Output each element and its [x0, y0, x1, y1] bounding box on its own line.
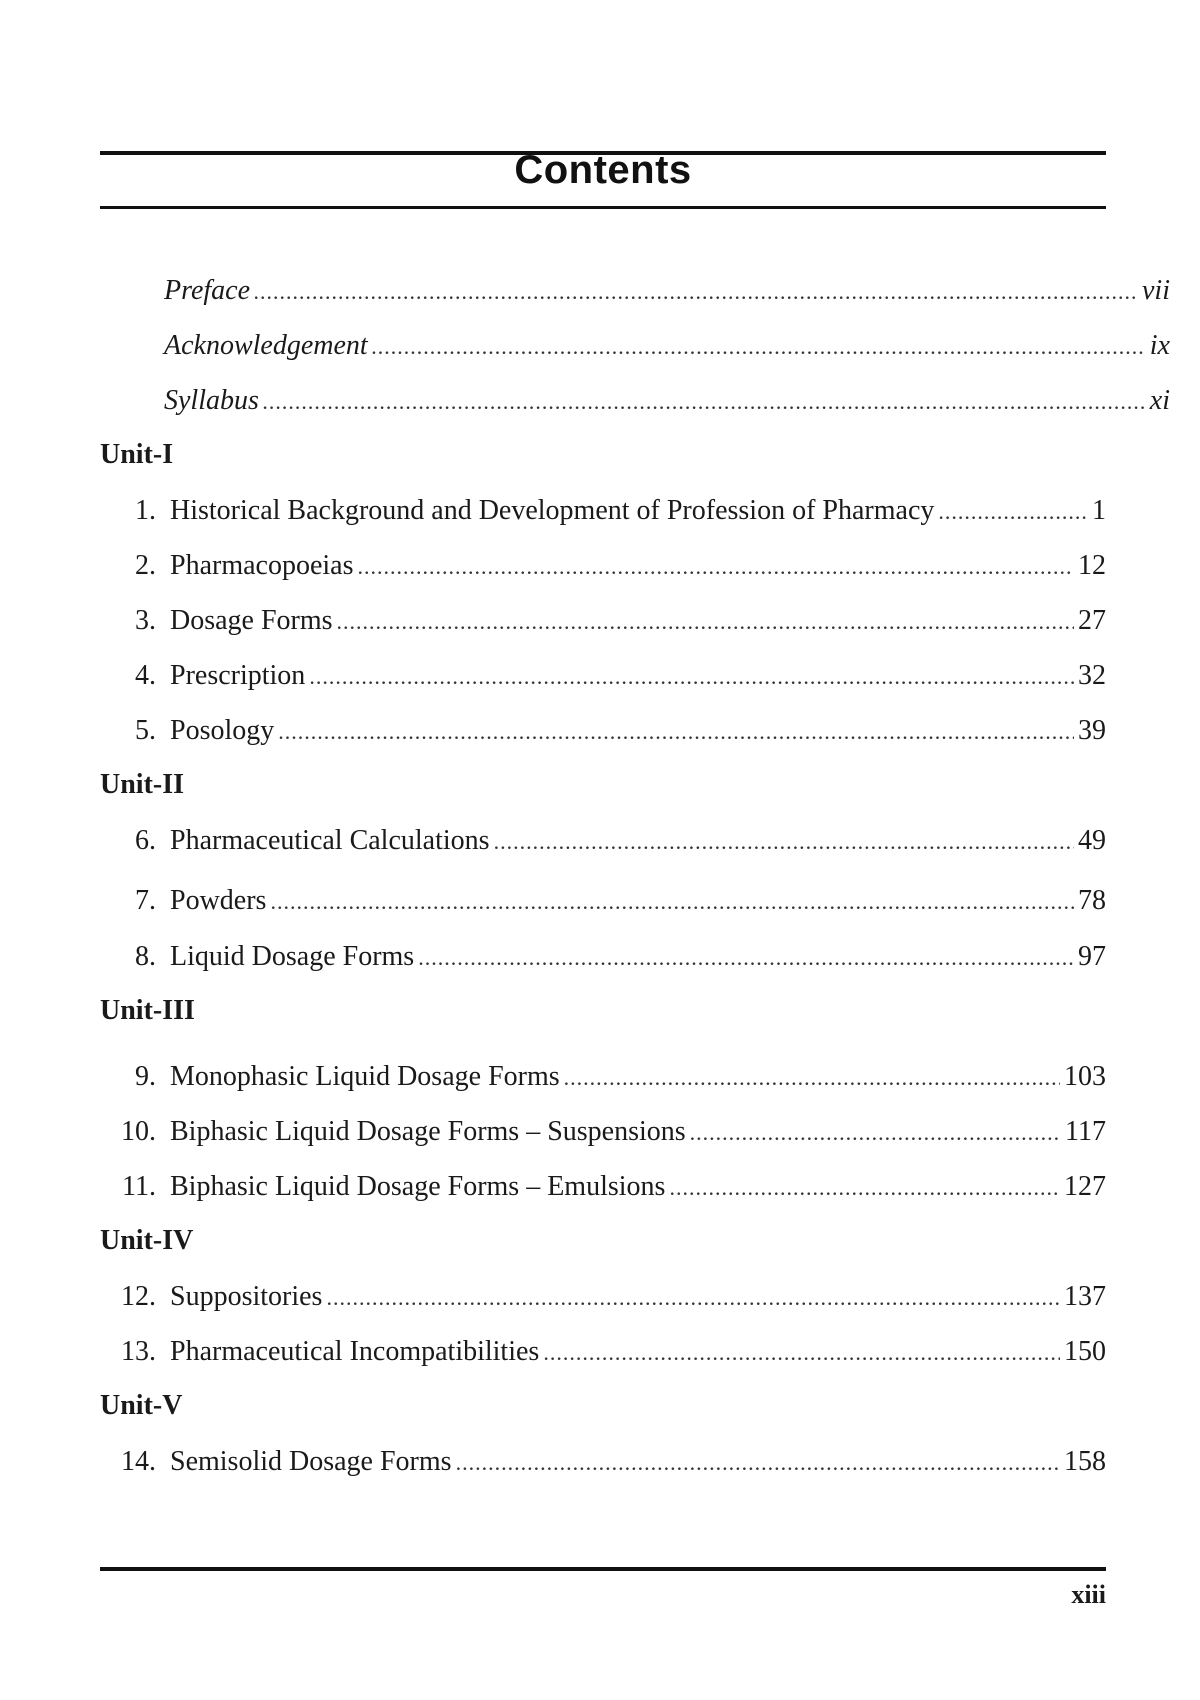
entry-title: Pharmacopoeias [170, 550, 354, 581]
toc-entry-acknowledgement[interactable] [100, 329, 1170, 364]
toc-entry-chapter[interactable] [100, 714, 1106, 749]
toc-entry-chapter[interactable] [100, 1335, 1106, 1370]
chapter-number: 12. [121, 1281, 156, 1312]
page-title: Contents [514, 148, 692, 192]
dot-leader [456, 1446, 1060, 1480]
chapter-number: 13. [121, 1336, 156, 1367]
entry-title: Syllabus [164, 385, 259, 416]
footer-rule [100, 1567, 1106, 1571]
entry-title: Suppositories [170, 1281, 323, 1312]
entry-page: 1 [1092, 495, 1106, 526]
toc-entry-chapter[interactable] [100, 1170, 1106, 1205]
toc-entry-syllabus[interactable] [100, 384, 1170, 419]
entry-title: Acknowledgement [164, 330, 368, 361]
unit-heading: Unit-I [100, 439, 174, 470]
entry-page: 12 [1078, 550, 1106, 581]
dot-leader [326, 1281, 1060, 1315]
dot-leader [543, 1336, 1060, 1370]
entry-title: Preface [164, 275, 251, 306]
toc-entry-chapter[interactable] [100, 1060, 1106, 1095]
toc-entry-preface[interactable] [100, 274, 1170, 309]
dot-leader [263, 385, 1146, 419]
dot-leader [564, 1061, 1060, 1095]
entry-title: Biphasic Liquid Dosage Forms – Suspensions [170, 1116, 686, 1147]
entry-page: xi [1149, 385, 1170, 416]
chapter-number: 10. [121, 1116, 156, 1147]
entry-page: 103 [1064, 1061, 1106, 1092]
dot-leader [690, 1116, 1061, 1150]
toc-entry-chapter[interactable] [100, 940, 1106, 975]
entry-page: 137 [1064, 1281, 1106, 1312]
entry-title: Prescription [170, 660, 306, 691]
chapter-number: 3. [135, 605, 156, 636]
toc-entry-chapter[interactable] [100, 824, 1106, 859]
toc-entry-chapter[interactable] [100, 494, 1106, 529]
chapter-number: 6. [135, 825, 156, 856]
chapter-number: 2. [135, 550, 156, 581]
entry-page: 150 [1064, 1336, 1106, 1367]
entry-page: 117 [1065, 1116, 1106, 1147]
chapter-number: 14. [121, 1446, 156, 1477]
toc-entry-chapter[interactable] [100, 549, 1106, 584]
entry-page: 97 [1078, 941, 1106, 972]
toc-entry-chapter[interactable] [100, 604, 1106, 639]
dot-leader [358, 550, 1075, 584]
dot-leader [270, 885, 1074, 919]
toc-entry-chapter[interactable] [100, 1445, 1106, 1480]
toc-entry-chapter[interactable] [100, 1280, 1106, 1315]
toc-entry-chapter[interactable] [100, 1115, 1106, 1150]
entry-title: Dosage Forms [170, 605, 333, 636]
toc-entry-chapter[interactable] [100, 659, 1106, 694]
entry-title: Semisolid Dosage Forms [170, 1446, 452, 1477]
contents-page [100, 0, 1170, 1700]
entry-page: 78 [1078, 885, 1106, 916]
title-underline [100, 206, 1106, 209]
unit-heading: Unit-III [100, 995, 195, 1026]
dot-leader [309, 660, 1074, 694]
toc-entry-chapter[interactable] [100, 884, 1106, 919]
entry-title: Liquid Dosage Forms [170, 941, 415, 972]
entry-title: Monophasic Liquid Dosage Forms [170, 1061, 560, 1092]
dot-leader [669, 1171, 1060, 1205]
unit-heading: Unit-V [100, 1390, 183, 1421]
entry-page: 39 [1078, 715, 1106, 746]
entry-title: Pharmaceutical Calculations [170, 825, 490, 856]
entry-page: 49 [1078, 825, 1106, 856]
entry-title: Powders [170, 885, 267, 916]
dot-leader [372, 330, 1146, 364]
entry-page: 158 [1064, 1446, 1106, 1477]
page-number: xiii [1071, 1580, 1106, 1609]
entry-page: ix [1149, 330, 1170, 361]
dot-leader [278, 715, 1074, 749]
dot-leader [254, 275, 1138, 309]
chapter-number: 11. [122, 1171, 156, 1202]
entry-title: Biphasic Liquid Dosage Forms – Emulsions [170, 1171, 666, 1202]
chapter-number: 1. [135, 495, 156, 526]
chapter-number: 8. [135, 941, 156, 972]
entry-page: 27 [1078, 605, 1106, 636]
entry-page: 127 [1064, 1171, 1106, 1202]
chapter-number: 7. [135, 885, 156, 916]
unit-heading: Unit-II [100, 769, 185, 800]
entry-title: Posology [170, 715, 275, 746]
entry-title: Historical Background and Development of Profession of Pharmacy [170, 495, 935, 526]
chapter-number: 4. [135, 660, 156, 691]
entry-page: vii [1142, 275, 1170, 306]
unit-heading: Unit-IV [100, 1225, 194, 1256]
entry-title: Pharmaceutical Incompatibilities [170, 1336, 540, 1367]
dot-leader [938, 495, 1088, 529]
dot-leader [494, 825, 1074, 859]
chapter-number: 5. [135, 715, 156, 746]
chapter-number: 9. [135, 1061, 156, 1092]
dot-leader [337, 605, 1074, 639]
dot-leader [418, 941, 1074, 975]
entry-page: 32 [1078, 660, 1106, 691]
